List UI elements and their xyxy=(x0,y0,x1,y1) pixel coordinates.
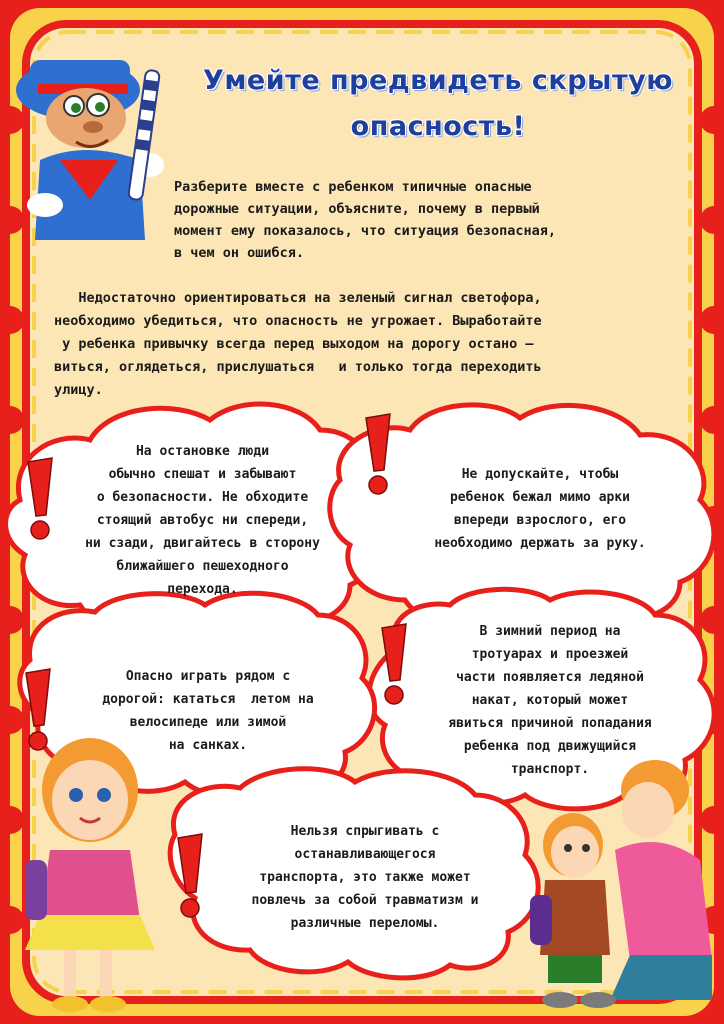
bubble-line: Не допускайте, чтобы xyxy=(461,467,619,482)
bubble-line: впереди взрослого, его xyxy=(453,513,627,528)
bubble-line: На остановке люди xyxy=(135,444,270,459)
bubble-line: останавливающегося xyxy=(294,847,436,862)
paragraph-line: у ребенка привычку всегда перед выходом на дорогу остано – xyxy=(54,336,534,352)
bubble-line: велосипеде или зимой xyxy=(129,715,287,730)
bubble-jumping-off xyxy=(205,820,525,935)
bubble-line: повлечь за собой травматизм и xyxy=(251,893,479,908)
bubble-line: ближайшего пешеходного xyxy=(116,559,289,574)
bubble-line: стоящий автобус ни спереди, xyxy=(96,513,309,528)
bubble-line: необходимо держать за руку. xyxy=(434,536,646,551)
bubble-line: ни сзади, двигайтесь в сторону xyxy=(85,536,320,551)
intro-line: в чем он ошибся. xyxy=(174,245,305,261)
intro-line: Разберите вместе с ребенком типичные опасные xyxy=(174,179,532,195)
bubble-line: накат, который может xyxy=(471,693,629,708)
bubble-line: ребенка под движущийся xyxy=(463,739,637,754)
bubble-line: о безопасности. Не обходите xyxy=(96,490,309,505)
poster-title xyxy=(178,58,698,150)
bubble-line: на санках. xyxy=(168,738,248,753)
bubble-line: Опасно играть рядом с xyxy=(125,669,291,684)
bubble-line: В зимний период на xyxy=(479,624,621,639)
bubble-line: различные переломы. xyxy=(290,916,440,931)
paragraph-line: виться, оглядеться, прислушаться и только тогда переходить xyxy=(54,359,542,375)
bubble-winter xyxy=(410,620,690,781)
title-line: Умейте предвидеть скрытую xyxy=(203,65,673,96)
paragraph-line: улицу. xyxy=(54,382,103,398)
bubble-play-near-road xyxy=(58,665,358,757)
intro-line: момент ему показалось, что ситуация безопасная, xyxy=(174,223,557,239)
bubble-line: явиться причиной попадания xyxy=(448,716,652,731)
bubble-line: перехода. xyxy=(167,582,238,597)
paragraph-line: необходимо убедиться, что опасность не угрожает. Выработайте xyxy=(54,313,542,329)
intro-text xyxy=(174,176,674,264)
bubble-line: транспорт. xyxy=(510,762,590,777)
bubble-line: части появляется ледяной xyxy=(456,670,644,685)
bubble-bus-stop xyxy=(50,440,355,601)
bubble-line: тротуарах и проезжей xyxy=(471,647,629,662)
title-line: опасность! xyxy=(350,111,526,142)
paragraph-line: Недостаточно ориентироваться на зеленый сигнал светофора, xyxy=(54,290,542,306)
bubble-line: дорогой: кататься летом на xyxy=(102,692,314,707)
bubble-line: транспорта, это также может xyxy=(259,870,471,885)
main-paragraph xyxy=(54,287,674,402)
intro-line: дорожные ситуации, объясните, почему в первый xyxy=(174,201,540,217)
bubble-line: ребенок бежал мимо арки xyxy=(449,490,630,505)
bubble-line: Нельзя спрыгивать с xyxy=(290,824,440,839)
bubble-line: обычно спешат и забывают xyxy=(108,467,297,482)
bubble-arch xyxy=(390,463,690,555)
